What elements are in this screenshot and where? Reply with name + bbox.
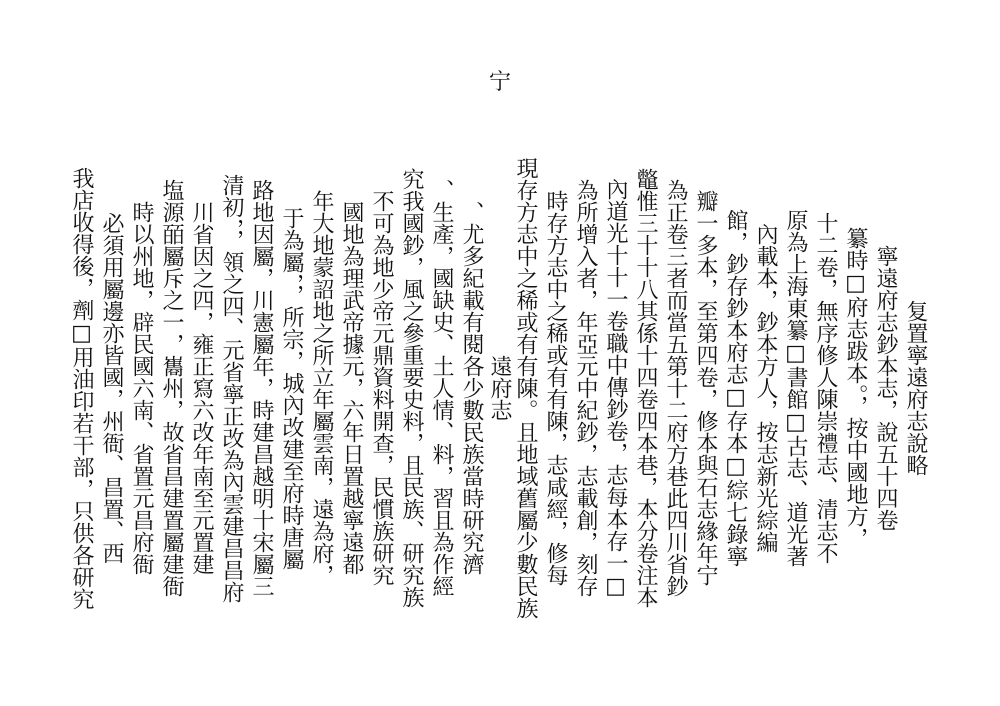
text-column: 為所增入者，年亞元中紀鈔，志載創，刻存 [573,179,598,597]
text-column: 究我國鈔，風之參重要史料，且民族、研究族 [399,168,424,608]
text-column: 館，鈔存鈔本府志□存本□綜七錄寧 [723,209,748,567]
text-column: 為正卷三者而當五第十二府方巷此四川省鈔 [663,179,688,597]
text-column: 原為上海東纂□書館□古志、道光著 [783,209,808,567]
text-column: 寧遠府志鈔本志，說五十四卷 [873,245,898,531]
text-column: 內載本，鈔本方人，按志新光綜編 [753,223,778,553]
text-column: 路地因屬，川憲屬年，時建昌越明十宋屬三 [249,179,274,597]
text-column: 時存方志中之稀或有有陳，志咸經，修每 [543,190,568,586]
text-column: 國地為理武帝據元，六年日置越寧遠都 [339,201,364,575]
text-column: 必須用屬邊亦皆國，州衙、昌置、西 [99,212,124,564]
text-column: 纂時□府志跋本。，按中國地方， [843,227,868,549]
text-column: 瓣一多本，至第四卷，修本與石志緣年宁 [693,190,718,586]
text-column: 清初，，領之四、元省寧正改為內雲建昌昌府 [219,173,244,603]
text-column: 、尤多紀載有閱各少數民族當時研究濟 [459,201,484,575]
text-column: 不可為地少帝元鼎資料開查，民慣族研究 [369,190,394,586]
text-column: 塩源皕屬斥之一，巂州，故省昌建置屬建衙 [159,179,184,597]
text-column: 川省因之四，雍正寫六改年南至元置建 [189,201,214,575]
text-column: 鼈惟三十十八其係十四卷四本巷，本分卷注本 [633,168,658,608]
text-column: 我店收得後，劑□用油印若干部，只供各研究 [69,166,94,610]
text-column: 時以州地，辟民國六南、省置元昌府衙 [129,201,154,575]
text-column: 复置寧遠府志說略 [903,300,928,476]
text-column: 、生產，國缺史、土人情、料，習且為作經 [429,179,454,597]
text-column: 十二卷，無序修人陳崇禮志、清志不 [813,212,838,564]
text-column: 遠府志 [487,355,512,421]
text-column: 于為屬，，所宗，城內改建至府時唐屬 [279,206,304,570]
text-column: 年大地蒙詔地之所立年屬雲南，遠為府， [309,190,334,586]
text-column: 內道光十十一卷職中傳鈔卷，志每本存一□ [603,177,628,599]
text-column: 現存方志中之稀或有有陳。且地域舊屬少數民族 [513,157,538,619]
page-header: 宁 [488,70,511,95]
